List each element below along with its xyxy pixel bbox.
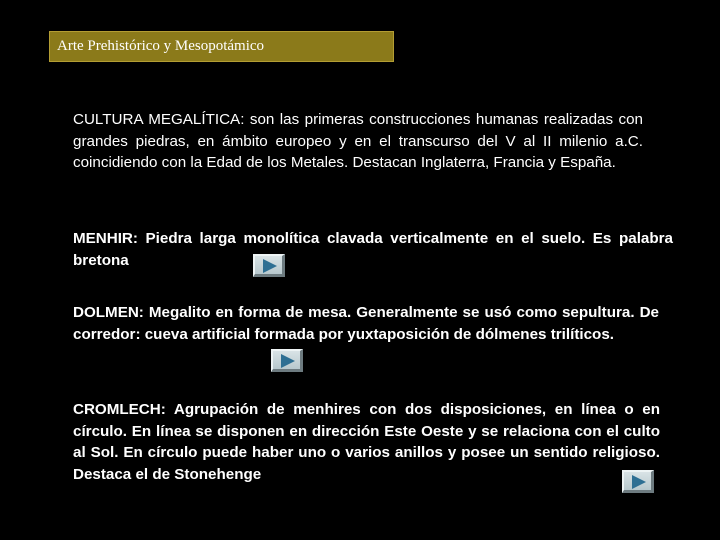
play-icon: [632, 475, 646, 489]
cultura-megalitica-paragraph: CULTURA MEGALÍTICA: son las primeras construcciones humanas realizadas con grandes piedras, en ámbito europeo y en el transcurso del V al II milenio a.C. coincidiendo con la Edad de los Metales. Destacan Inglaterra, Francia y España.: [73, 111, 643, 171]
cromlech-next-button[interactable]: [622, 470, 654, 493]
play-icon: [263, 259, 277, 273]
play-icon: [281, 354, 295, 368]
menhir-paragraph: MENHIR: Piedra larga monolítica clavada verticalmente en el suelo. Es palabra bretona: [73, 230, 673, 269]
dolmen-next-button[interactable]: [271, 349, 303, 372]
dolmen-paragraph: DOLMEN: Megalito en forma de mesa. Generalmente se usó como sepultura. De corredor: cueva artificial formada por yuxtaposición de dólmenes trilíticos.: [73, 304, 659, 343]
cromlech-paragraph: CROMLECH: Agrupación de menhires con dos disposiciones, en línea o en círculo. En línea se disponen en dirección Este Oeste y se relaciona con el culto al Sol. En círculo puede haber uno o varios anillos y posee un sentido religioso. Destaca el de Stonehenge: [73, 401, 660, 483]
menhir-next-button[interactable]: [253, 254, 285, 277]
slide-title: Arte Prehistórico y Mesopotámico: [57, 38, 265, 54]
slide-title-bar: [49, 31, 394, 62]
